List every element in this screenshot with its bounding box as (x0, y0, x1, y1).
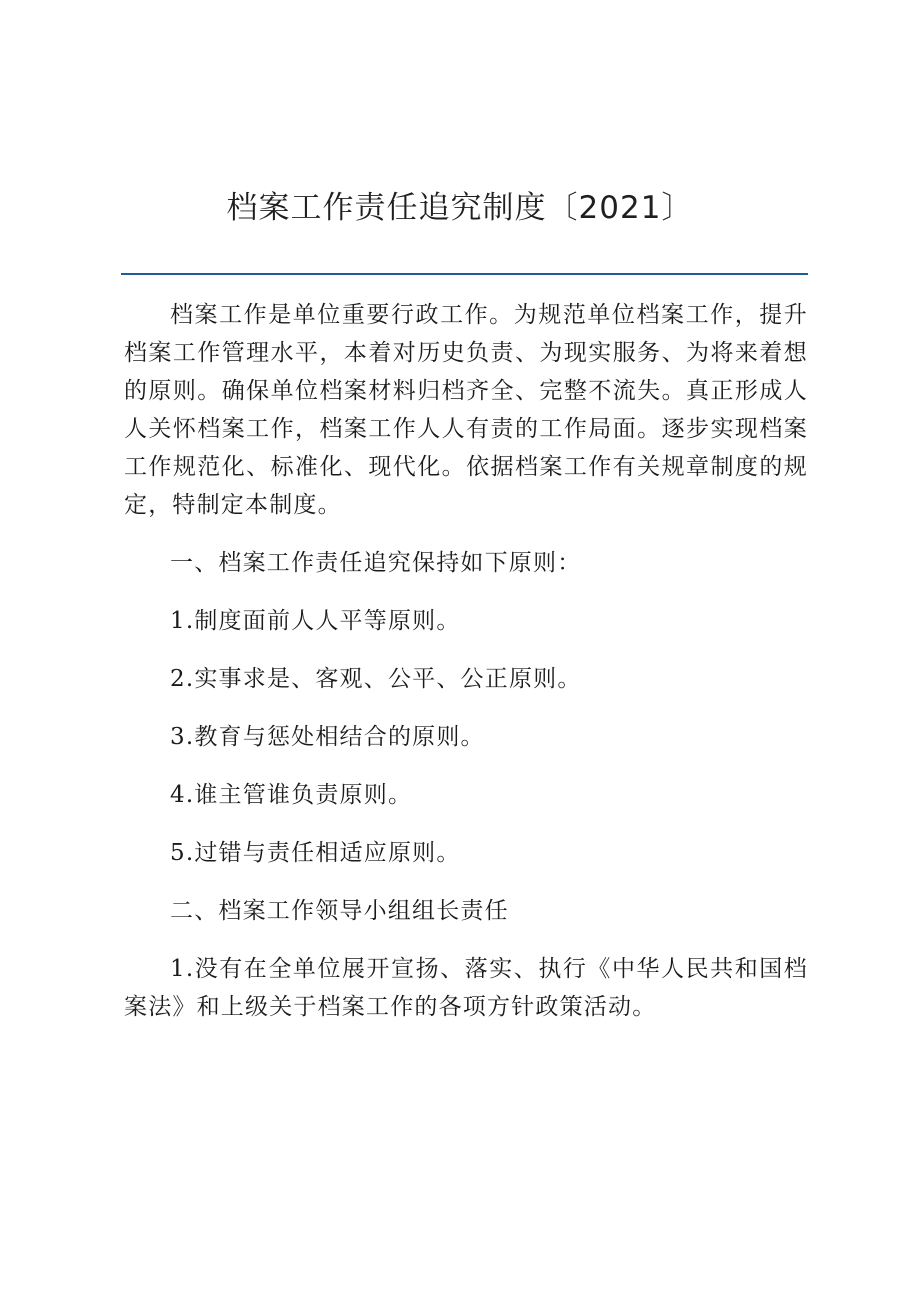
principle-item: 3.教育与惩处相结合的原则。 (170, 724, 485, 750)
principle-item: 4.谁主管谁负责原则。 (170, 782, 413, 808)
title-divider (121, 273, 808, 275)
principle-item: 5.过错与责任相适应原则。 (170, 840, 461, 866)
document-body (124, 296, 808, 1026)
responsibility-item: 1.没有在全单位展开宣扬、落实、执行《中华人民共和国档案法》和上级关于档案工作的各项方针政策活动。 (124, 956, 808, 1020)
intro-paragraph: 档案工作是单位重要行政工作。为规范单位档案工作，提升档案工作管理水平，本着对历史负责、为现实服务、为将来着想的原则。确保单位档案材料归档齐全、完整不流失。真正形成人人关怀档案工作，档案工作人人有责的工作局面。逐步实现档案工作规范化、标准化、现代化。依据档案工作有关规章制度的规定，特制定本制度。 (124, 302, 808, 518)
document-title: 档案工作责任追究制度〔2021〕 (226, 190, 694, 226)
principle-item: 1.制度面前人人平等原则。 (170, 608, 461, 634)
principle-item: 2.实事求是、客观、公平、公正原则。 (170, 666, 582, 692)
section-heading-leader-responsibility: 二、档案工作领导小组组长责任 (170, 898, 509, 924)
section-heading-principles: 一、档案工作责任追究保持如下原则： (170, 550, 582, 576)
